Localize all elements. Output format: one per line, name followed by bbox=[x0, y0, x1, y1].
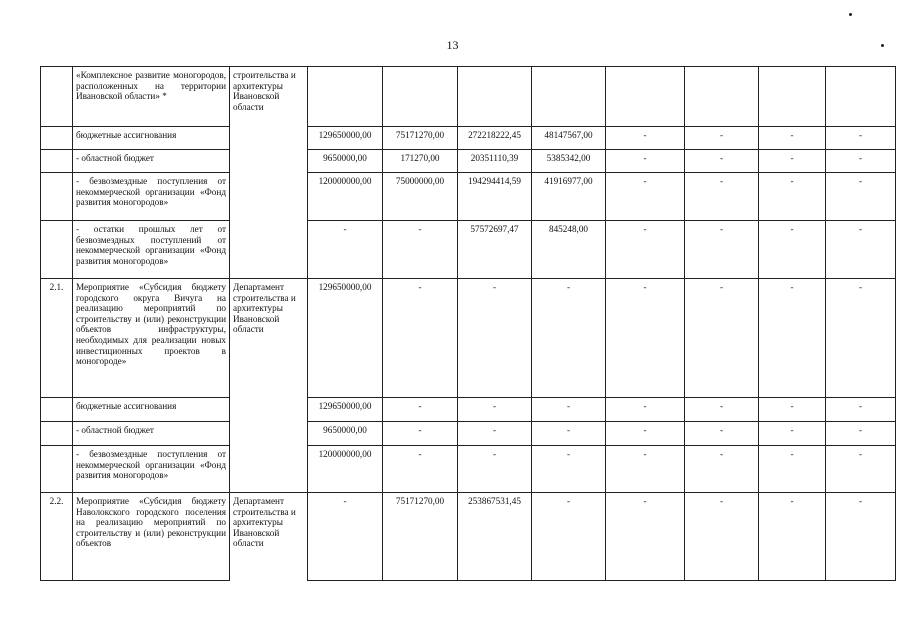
description-cell: - остатки прошлых лет от безвозмездных поступлений от некоммерческой организации «Фонд развития моногородов» bbox=[73, 221, 230, 279]
value-cell: 129650000,00 bbox=[308, 279, 383, 398]
value-cell: - bbox=[308, 221, 383, 279]
value-cell bbox=[826, 67, 896, 127]
value-cell: - bbox=[826, 493, 896, 581]
table-row bbox=[41, 127, 896, 150]
executor-cell bbox=[230, 127, 308, 150]
value-cell: - bbox=[826, 446, 896, 493]
table-row bbox=[41, 493, 896, 581]
value-cell: - bbox=[458, 446, 532, 493]
value-cell: 5385342,00 bbox=[532, 150, 606, 173]
value-cell: - bbox=[685, 398, 759, 422]
value-cell: - bbox=[685, 127, 759, 150]
description-cell: «Комплексное развитие моногородов, расположенных на территории Ивановской области» * bbox=[73, 67, 230, 127]
table-row bbox=[41, 422, 896, 446]
value-cell: 9650000,00 bbox=[308, 150, 383, 173]
value-cell: - bbox=[606, 173, 685, 221]
table-row bbox=[41, 173, 896, 221]
executor-cell bbox=[230, 173, 308, 221]
value-cell: - bbox=[383, 221, 458, 279]
value-cell bbox=[685, 67, 759, 127]
value-cell bbox=[759, 67, 826, 127]
table-row bbox=[41, 150, 896, 173]
row-number-cell bbox=[41, 221, 73, 279]
value-cell: - bbox=[759, 173, 826, 221]
value-cell: 75171270,00 bbox=[383, 493, 458, 581]
value-cell bbox=[458, 67, 532, 127]
value-cell: 253867531,45 bbox=[458, 493, 532, 581]
value-cell: - bbox=[826, 398, 896, 422]
executor-cell bbox=[230, 150, 308, 173]
value-cell: 57572697,47 bbox=[458, 221, 532, 279]
value-cell: - bbox=[759, 493, 826, 581]
value-cell: - bbox=[383, 398, 458, 422]
value-cell: 129650000,00 bbox=[308, 127, 383, 150]
value-cell: - bbox=[532, 398, 606, 422]
row-number-cell bbox=[41, 422, 73, 446]
description-cell: - областной бюджет bbox=[73, 150, 230, 173]
value-cell: - bbox=[685, 173, 759, 221]
row-number-cell bbox=[41, 127, 73, 150]
executor-cell bbox=[230, 221, 308, 279]
value-cell: - bbox=[606, 422, 685, 446]
value-cell: - bbox=[759, 150, 826, 173]
value-cell: - bbox=[458, 398, 532, 422]
value-cell: 120000000,00 bbox=[308, 173, 383, 221]
table-row bbox=[41, 67, 896, 127]
value-cell: 20351110,39 bbox=[458, 150, 532, 173]
value-cell: - bbox=[383, 446, 458, 493]
description-cell: бюджетные ассигнования bbox=[73, 127, 230, 150]
value-cell: - bbox=[606, 446, 685, 493]
value-cell: 120000000,00 bbox=[308, 446, 383, 493]
value-cell: - bbox=[759, 221, 826, 279]
value-cell: - bbox=[458, 279, 532, 398]
budget-table bbox=[40, 66, 896, 581]
value-cell: 9650000,00 bbox=[308, 422, 383, 446]
scan-speck bbox=[881, 44, 884, 47]
description-cell: Мероприятие «Субсидия бюджету Наволокского городского поселения на реализацию мероприятий по строительству и (или) реконструкции объектов bbox=[73, 493, 230, 581]
row-number-cell bbox=[41, 398, 73, 422]
row-number-cell bbox=[41, 446, 73, 493]
description-cell: бюджетные ассигнования bbox=[73, 398, 230, 422]
executor-cell bbox=[230, 446, 308, 493]
value-cell: - bbox=[606, 221, 685, 279]
value-cell bbox=[308, 67, 383, 127]
value-cell: 48147567,00 bbox=[532, 127, 606, 150]
value-cell: - bbox=[685, 446, 759, 493]
row-number-cell: 2.2. bbox=[41, 493, 73, 581]
value-cell: - bbox=[532, 422, 606, 446]
value-cell: - bbox=[759, 422, 826, 446]
value-cell: - bbox=[826, 221, 896, 279]
value-cell: 171270,00 bbox=[383, 150, 458, 173]
value-cell: - bbox=[308, 493, 383, 581]
value-cell bbox=[606, 67, 685, 127]
value-cell: 75171270,00 bbox=[383, 127, 458, 150]
value-cell: - bbox=[685, 422, 759, 446]
value-cell: - bbox=[759, 127, 826, 150]
description-cell: Мероприятие «Субсидия бюджету городского округа Вичуга на реализацию мероприятий по строительству и (или) реконструкции объектов инфраструктуры, необходимых для реализации новых инвестиционных проектов в моногороде» bbox=[73, 279, 230, 398]
executor-cell bbox=[230, 398, 308, 422]
value-cell bbox=[532, 67, 606, 127]
value-cell: - bbox=[826, 173, 896, 221]
row-number-cell bbox=[41, 150, 73, 173]
executor-cell: строительства и архитектуры Ивановской области bbox=[230, 67, 308, 127]
value-cell: - bbox=[759, 446, 826, 493]
value-cell: - bbox=[383, 422, 458, 446]
description-cell: - безвозмездные поступления от некоммерческой организации «Фонд развития моногородов» bbox=[73, 173, 230, 221]
value-cell: - bbox=[759, 279, 826, 398]
value-cell: - bbox=[826, 150, 896, 173]
value-cell: - bbox=[532, 493, 606, 581]
row-number-cell bbox=[41, 67, 73, 127]
description-cell: - областной бюджет bbox=[73, 422, 230, 446]
value-cell: - bbox=[383, 279, 458, 398]
scan-speck bbox=[849, 13, 852, 16]
value-cell: - bbox=[606, 398, 685, 422]
value-cell: 272218222,45 bbox=[458, 127, 532, 150]
value-cell: - bbox=[606, 127, 685, 150]
value-cell: 194294414,59 bbox=[458, 173, 532, 221]
value-cell: - bbox=[759, 398, 826, 422]
value-cell: - bbox=[685, 221, 759, 279]
table-row bbox=[41, 279, 896, 398]
table-row bbox=[41, 446, 896, 493]
executor-cell bbox=[230, 422, 308, 446]
value-cell: 129650000,00 bbox=[308, 398, 383, 422]
value-cell: 41916977,00 bbox=[532, 173, 606, 221]
row-number-cell bbox=[41, 173, 73, 221]
executor-cell: Департамент строительства и архитектуры Ивановской области bbox=[230, 279, 308, 398]
value-cell: - bbox=[532, 279, 606, 398]
row-number-cell: 2.1. bbox=[41, 279, 73, 398]
value-cell: 845248,00 bbox=[532, 221, 606, 279]
value-cell: - bbox=[606, 150, 685, 173]
executor-cell: Департамент строительства и архитектуры Ивановской области bbox=[230, 493, 308, 581]
table-body bbox=[41, 67, 896, 581]
table-row bbox=[41, 221, 896, 279]
value-cell: - bbox=[826, 279, 896, 398]
value-cell bbox=[383, 67, 458, 127]
value-cell: - bbox=[458, 422, 532, 446]
page-number: 13 bbox=[446, 38, 459, 52]
value-cell: - bbox=[826, 127, 896, 150]
value-cell: - bbox=[685, 493, 759, 581]
description-cell: - безвозмездные поступления от некоммерческой организации «Фонд развития моногородов» bbox=[73, 446, 230, 493]
value-cell: - bbox=[532, 446, 606, 493]
value-cell: - bbox=[685, 279, 759, 398]
value-cell: - bbox=[606, 493, 685, 581]
value-cell: - bbox=[606, 279, 685, 398]
table-row bbox=[41, 398, 896, 422]
value-cell: - bbox=[685, 150, 759, 173]
value-cell: - bbox=[826, 422, 896, 446]
value-cell: 75000000,00 bbox=[383, 173, 458, 221]
